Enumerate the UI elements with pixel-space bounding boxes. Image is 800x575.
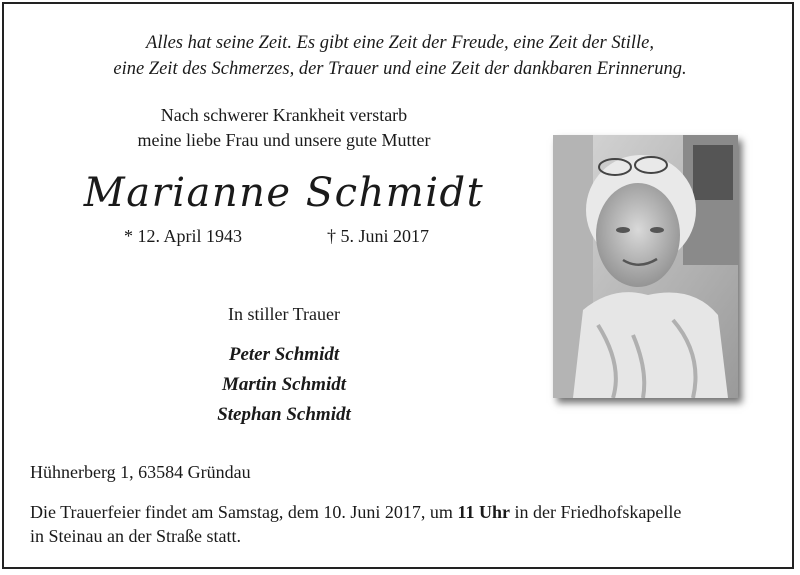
family-member: Peter Schmidt <box>228 344 340 365</box>
deceased-name: Marianne Schmidt <box>83 170 485 216</box>
motto-line-2: eine Zeit des Schmerzes, der Trauer und eine Zeit der dankbaren Erinnerung. <box>113 59 687 79</box>
funeral-notice <box>30 500 790 548</box>
address: Hühnerberg 1, 63584 Gründau <box>30 462 251 482</box>
death-date: † 5. Juni 2017 <box>327 226 430 246</box>
birth-date: * 12. April 1943 <box>124 226 243 246</box>
family-member: Martin Schmidt <box>221 374 347 395</box>
motto-line-1: Alles hat seine Zeit. Es gibt eine Zeit der Freude, eine Zeit der Stille, <box>146 33 654 53</box>
notice-text-start: Die Trauerfeier findet am Samstag, dem 10. Juni 2017, um <box>30 502 458 522</box>
portrait-photo <box>553 135 738 398</box>
notice-text-end: in der Friedhofskapelle <box>509 502 682 522</box>
notice-line-2: in Steinau an der Straße statt. <box>30 526 241 546</box>
intro-line-1: Nach schwerer Krankheit verstarb <box>160 105 408 125</box>
intro-line-2: meine liebe Frau und unsere gute Mutter <box>137 130 431 150</box>
mourning-heading: In stiller Trauer <box>228 304 340 324</box>
notice-time: 11 Uhr <box>457 502 510 522</box>
family-member: Stephan Schmidt <box>217 404 351 425</box>
